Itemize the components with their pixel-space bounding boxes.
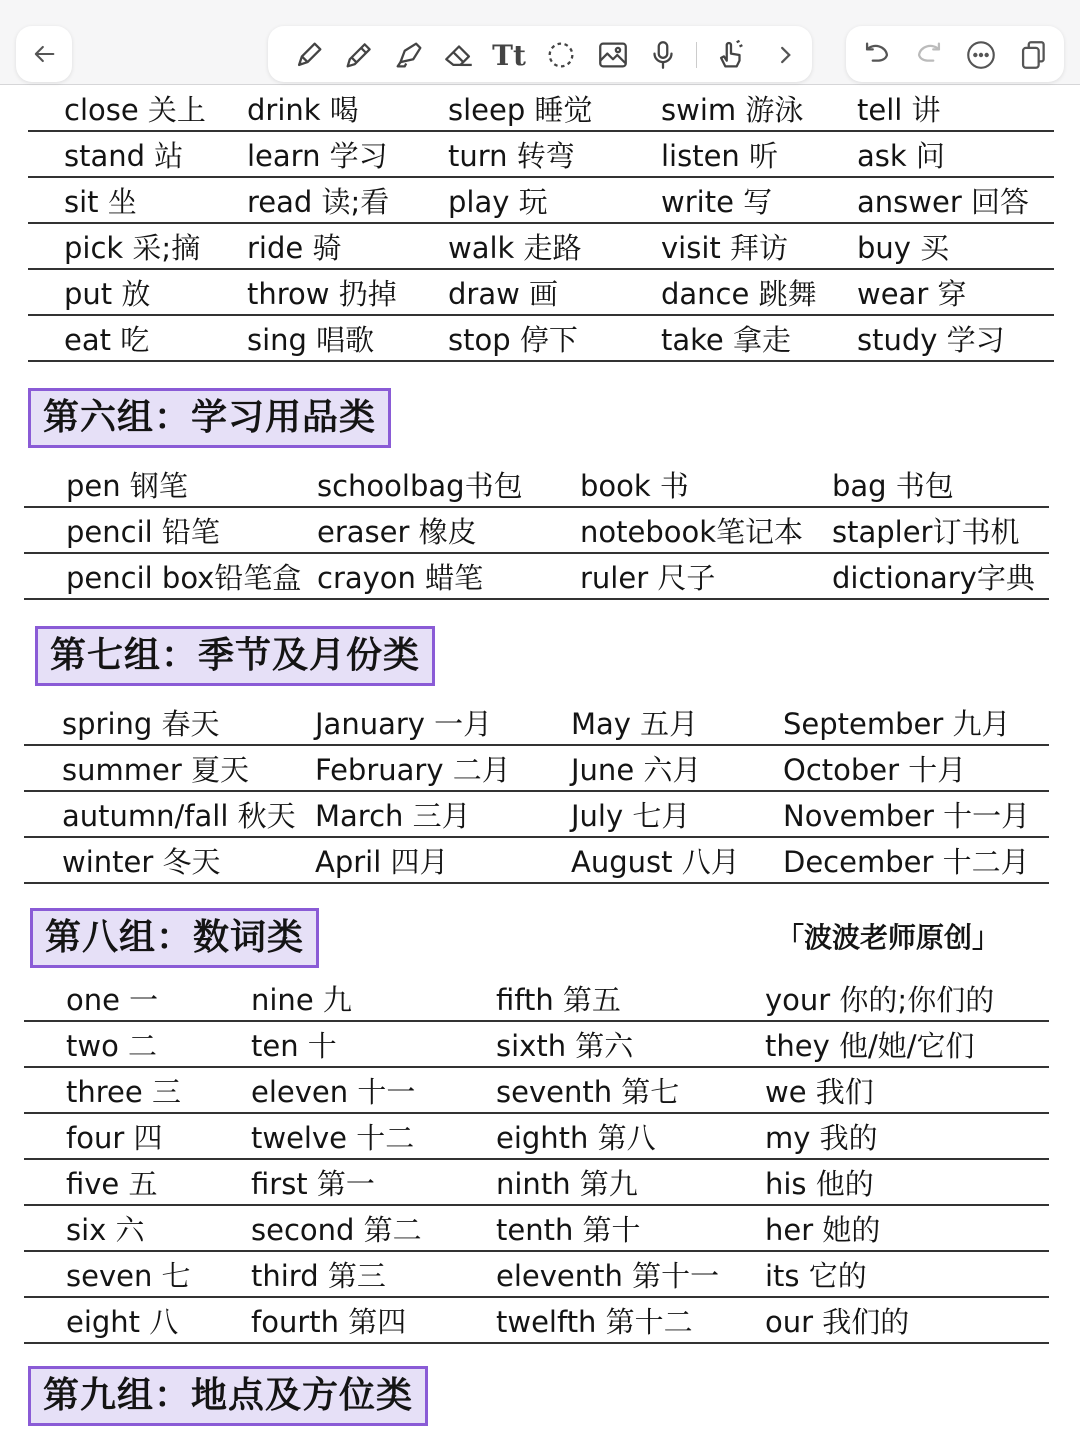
table-row	[24, 1252, 1049, 1298]
table-row	[24, 1298, 1049, 1344]
image-icon	[596, 38, 630, 72]
table-cell: his 他的	[765, 1167, 874, 1201]
undo-icon	[860, 38, 894, 72]
table-cell: they 他/她/它们	[765, 1029, 975, 1063]
table-cell: schoolbag书包	[317, 469, 523, 503]
table-cell: autumn/fall 秋天	[62, 799, 296, 833]
pen-icon	[292, 38, 326, 72]
redo-icon	[912, 38, 946, 72]
table-cell: third 第三	[251, 1259, 386, 1293]
table-cell: your 你的;你们的	[765, 983, 995, 1017]
table-cell: ride 骑	[247, 231, 342, 265]
table-cell: July 七月	[571, 799, 691, 833]
table-cell: twelfth 第十二	[496, 1305, 693, 1339]
insert-image-button[interactable]	[592, 34, 634, 76]
table-cell: answer 回答	[857, 185, 1029, 219]
table-row	[28, 224, 1054, 270]
table-cell: second 第二	[251, 1213, 422, 1247]
table-cell: write 写	[661, 185, 773, 219]
table-cell: seventh 第七	[496, 1075, 680, 1109]
highlighter-tool-button[interactable]	[388, 34, 430, 76]
table-cell: put 放	[64, 277, 151, 311]
pen-tool-button[interactable]	[288, 34, 330, 76]
table-cell: tenth 第十	[496, 1213, 641, 1247]
table-cell: eighth 第八	[496, 1121, 656, 1155]
table-cell: pencil box铅笔盒	[66, 561, 302, 595]
table-cell: pick 采;摘	[64, 231, 201, 265]
table-row	[24, 554, 1049, 600]
table-cell: close 关上	[64, 93, 206, 127]
pages-button[interactable]	[1012, 34, 1054, 76]
pages-icon	[1016, 38, 1050, 72]
lasso-icon	[544, 38, 578, 72]
table-cell: ask 问	[857, 139, 945, 173]
table-cell: walk 走路	[448, 231, 582, 265]
table-row	[24, 1160, 1049, 1206]
touch-draw-button[interactable]	[710, 34, 752, 76]
table-row	[24, 1206, 1049, 1252]
table-row	[24, 508, 1049, 554]
table-cell: four 四	[66, 1121, 163, 1155]
table-row	[24, 746, 1049, 792]
table-row	[24, 462, 1049, 508]
table-cell: summer 夏天	[62, 753, 249, 787]
table-cell: turn 转弯	[448, 139, 575, 173]
table-cell: spring 春天	[62, 707, 220, 741]
table-cell: visit 拜访	[661, 231, 788, 265]
table-cell: seven 七	[66, 1259, 191, 1293]
table-cell: June 六月	[571, 753, 702, 787]
table-cell: March 三月	[315, 799, 471, 833]
table-cell: ninth 第九	[496, 1167, 638, 1201]
table-cell: read 读;看	[247, 185, 390, 219]
table-row	[28, 316, 1054, 362]
table-cell: drink 喝	[247, 93, 359, 127]
back-button[interactable]	[16, 26, 72, 82]
table-row	[28, 270, 1054, 316]
table-cell: October 十月	[783, 753, 967, 787]
pencil-icon	[342, 38, 376, 72]
table-cell: August 八月	[571, 845, 740, 879]
table-cell: nine 九	[251, 983, 352, 1017]
redo-button[interactable]	[908, 34, 950, 76]
author-credit: 「波波老师原创」	[776, 921, 1001, 954]
table-cell: stand 站	[64, 139, 184, 173]
table-cell: my 我的	[765, 1121, 878, 1155]
text-tool-button[interactable]	[488, 34, 530, 76]
arrow-left-icon	[30, 40, 58, 68]
table-cell: November 十一月	[783, 799, 1031, 833]
table-row	[24, 1068, 1049, 1114]
section-heading-seasons-months: 第七组：季节及月份类	[35, 626, 435, 686]
table-cell: ten 十	[251, 1029, 337, 1063]
table-cell: September 九月	[783, 707, 1011, 741]
section-heading-numerals: 第八组：数词类	[30, 908, 319, 968]
table-cell: fifth 第五	[496, 983, 621, 1017]
table-cell: dance 跳舞	[661, 277, 817, 311]
table-cell: twelve 十二	[251, 1121, 415, 1155]
pencil-tool-button[interactable]	[338, 34, 380, 76]
table-row	[28, 132, 1054, 178]
table-cell: sit 坐	[64, 185, 137, 219]
table-row	[24, 838, 1049, 884]
table-cell: May 五月	[571, 707, 699, 741]
table-cell: learn 学习	[247, 139, 388, 173]
seasons-months-table	[24, 700, 1049, 884]
more-tools-button[interactable]	[764, 34, 806, 76]
table-cell: her 她的	[765, 1213, 881, 1247]
table-cell: three 三	[66, 1075, 181, 1109]
table-cell: eat 吃	[64, 323, 150, 357]
table-cell: tell 讲	[857, 93, 941, 127]
lasso-tool-button[interactable]	[540, 34, 582, 76]
table-cell: notebook笔记本	[580, 515, 804, 549]
table-cell: first 第一	[251, 1167, 375, 1201]
table-cell: two 二	[66, 1029, 158, 1063]
table-cell: sing 唱歌	[247, 323, 375, 357]
record-audio-button[interactable]	[642, 34, 684, 76]
table-cell: crayon 蜡笔	[317, 561, 484, 595]
stationery-table	[24, 462, 1049, 600]
highlighter-icon	[392, 38, 426, 72]
table-cell: ruler 尺子	[580, 561, 716, 595]
table-cell: sleep 睡觉	[448, 93, 593, 127]
table-cell: December 十二月	[783, 845, 1030, 879]
section-heading-stationery: 第六组：学习用品类	[28, 388, 391, 448]
table-cell: study 学习	[857, 323, 1005, 357]
section-heading-places-directions: 第九组：地点及方位类	[28, 1366, 428, 1426]
table-cell: pencil 铅笔	[66, 515, 220, 549]
table-cell: five 五	[66, 1167, 158, 1201]
table-cell: stapler订书机	[832, 515, 1020, 549]
verb-table	[28, 86, 1054, 362]
table-cell: eleventh 第十一	[496, 1259, 720, 1293]
table-cell: one 一	[66, 983, 159, 1017]
table-cell: play 玩	[448, 185, 548, 219]
undo-button[interactable]	[856, 34, 898, 76]
table-row	[24, 792, 1049, 838]
table-row	[24, 976, 1049, 1022]
chevron-right-icon	[768, 38, 802, 72]
table-cell: throw 扔掉	[247, 277, 397, 311]
table-cell: buy 买	[857, 231, 950, 265]
table-cell: book 书	[580, 469, 689, 503]
more-options-button[interactable]	[960, 34, 1002, 76]
table-cell: our 我们的	[765, 1305, 910, 1339]
table-cell: eleven 十一	[251, 1075, 416, 1109]
table-cell: stop 停下	[448, 323, 578, 357]
table-cell: April 四月	[315, 845, 449, 879]
table-row	[28, 178, 1054, 224]
table-row	[24, 700, 1049, 746]
table-cell: February 二月	[315, 753, 511, 787]
table-cell: January 一月	[315, 707, 493, 741]
table-cell: wear 穿	[857, 277, 967, 311]
microphone-icon	[646, 38, 680, 72]
table-cell: eight 八	[66, 1305, 179, 1339]
table-cell: eraser 橡皮	[317, 515, 477, 549]
toolbar-divider	[696, 42, 697, 68]
more-icon	[964, 38, 998, 72]
numerals-table	[24, 976, 1049, 1344]
table-cell: sixth 第六	[496, 1029, 634, 1063]
table-cell: we 我们	[765, 1075, 874, 1109]
table-cell: listen 听	[661, 139, 779, 173]
table-cell: bag 书包	[832, 469, 954, 503]
table-row	[24, 1022, 1049, 1068]
table-cell: draw 画	[448, 277, 559, 311]
table-row	[24, 1114, 1049, 1160]
table-cell: swim 游泳	[661, 93, 804, 127]
table-cell: take 拿走	[661, 323, 791, 357]
table-row	[28, 86, 1054, 132]
touch-hand-icon	[714, 38, 748, 72]
table-cell: dictionary字典	[832, 561, 1035, 595]
table-cell: winter 冬天	[62, 845, 221, 879]
table-cell: its 它的	[765, 1259, 867, 1293]
table-cell: fourth 第四	[251, 1305, 407, 1339]
table-cell: pen 钢笔	[66, 469, 188, 503]
table-cell: six 六	[66, 1213, 145, 1247]
eraser-tool-button[interactable]	[438, 34, 480, 76]
eraser-icon	[442, 38, 476, 72]
text-tool-icon: Tt	[492, 38, 526, 72]
